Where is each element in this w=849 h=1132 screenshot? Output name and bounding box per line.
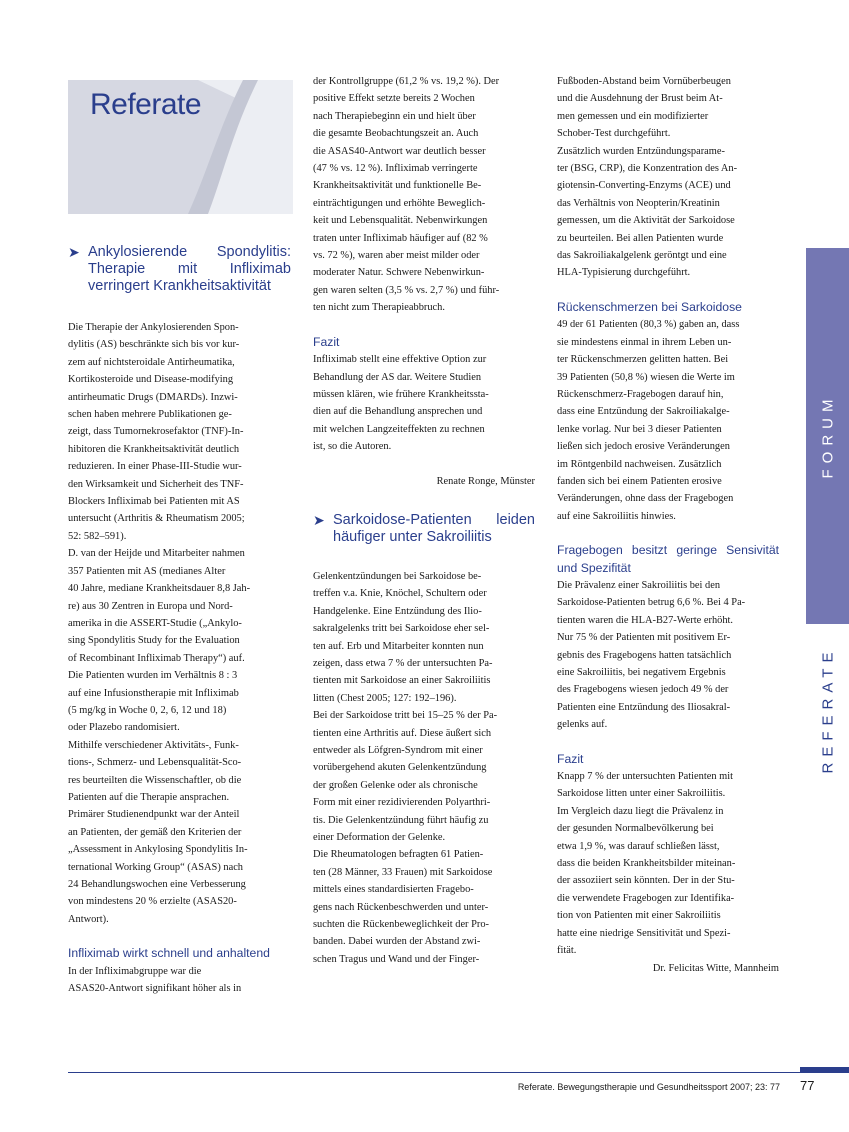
text-line: amerika in die ASSERT-Studie („Ankylo- (68, 617, 242, 629)
column-3 (557, 73, 779, 977)
spacer (313, 490, 535, 512)
spacer (313, 456, 535, 473)
text-line: zu beurteilen. Bei allen Patienten wurde (557, 232, 724, 244)
text-line: re) aus 30 Zentren in Europa und Nord- (68, 600, 233, 612)
fazit-heading: Fazit (313, 334, 340, 349)
text-line: die ASAS40-Antwort war deutlich besser (313, 145, 486, 157)
text-line: schen Tragus und Wand und der Finger- (313, 953, 480, 965)
text-line: Sarkoidose-Patienten betrug 6,6 %. Bei 4 Pa- (557, 597, 746, 609)
text-line: entweder als Löfgren-Syndrom mit einer (313, 745, 483, 756)
text-line: res beurteilten die Wissenschaftler, ob die (68, 774, 242, 786)
text-line: an Patienten, der gemäß den Kriterien der (68, 826, 242, 838)
text-line: die verwendete Fragebogen zur Identifika- (557, 892, 735, 904)
article-heading (313, 512, 535, 546)
text-line: Form mit einer rezidivierenden Polyarthri- (313, 797, 491, 809)
column-2 (313, 73, 535, 968)
text-line: einträchtigungen und erhöhte Beweglich- (313, 197, 486, 209)
text-line: Mithilfe verschiedener Aktivitäts-, Funk- (68, 739, 239, 751)
text-line: (5 mg/kg in Woche 0, 2, 6, 12 und 18) (68, 704, 227, 716)
text-line: einer Deformation der Gelenke. (313, 832, 446, 844)
text-line: Schober-Test durchgeführt. (557, 128, 671, 140)
spacer (557, 734, 779, 751)
text-line: Veränderungen, ohne dass der Fragebogen (557, 493, 734, 505)
text-line: schen haben mehrere Publikationen ge- (68, 409, 232, 421)
text-line: ließen sich jedoch erosive Veränderungen (557, 441, 730, 453)
page-number: 77 (800, 1078, 815, 1093)
text-line: lenke vorlag. Nur bei 3 dieser Patienten (557, 423, 722, 435)
arrow-icon: ➤ (313, 511, 325, 528)
text-line: giotensin-Converting-Enzyms (ACE) und (557, 180, 731, 192)
text-line: treffen v.a. Knie, Knöchel, Schultern oder (313, 588, 487, 600)
text-line: sie mindestens einmal in ihrem Leben un- (557, 336, 732, 348)
text-line: 49 der 61 Patienten (80,3 %) gaben an, dass (557, 319, 740, 331)
text-line: suchten die Rückenbeweglichkeit der Pro- (313, 919, 490, 931)
arrow-icon: ➤ (68, 244, 80, 260)
text-line: men gemessen und ein modifizierter (557, 110, 709, 122)
article-heading-text: Sarkoidose-Patienten leiden häufiger unter Sakroiliitis (333, 511, 535, 545)
text-line: Blockers Infliximab bei Patienten mit AS (68, 496, 240, 508)
text-line: tion von Patienten mit einer Sakroiliitis (557, 910, 721, 922)
text-line: Die Patienten wurden im Verhältnis 8 : 3 (68, 670, 238, 682)
text-line: der gesunden Normalbevölkerung bei (557, 823, 714, 835)
text-line: fität. (557, 945, 577, 957)
text-line: gens nach Rückenbeschwerden und unter- (313, 901, 489, 913)
text-line: In der Infliximabgruppe war die (68, 965, 202, 977)
referate-tab-label: REFERATE (819, 646, 836, 774)
text-line: keit und Lebensqualität. Nebenwirkungen (313, 215, 488, 227)
text-line: Antwort). (68, 913, 109, 925)
text-line: tienten mit Sarkoidose an einer Sakroiliitis (313, 675, 491, 687)
text-line: dylitis (AS) beschränkte sich bis vor kur- (68, 339, 240, 351)
text-line: 24 Behandlungswochen eine Verbesserung (68, 879, 246, 890)
article-heading (68, 244, 291, 295)
text-line: hibitoren die Krankheitsaktivität deutlich (68, 443, 240, 455)
author-signature: Renate Ronge, Münster (436, 475, 535, 487)
text-line: gebnis des Fragebogens hatten tatsächlich (557, 649, 732, 661)
text-line: ASAS20-Antwort signifikant höher als in (68, 983, 242, 995)
spacer (68, 928, 291, 945)
spacer (68, 295, 291, 319)
text-line: oder Plazebo randomisiert. (68, 722, 180, 734)
text-line: Patienten auf die Therapie ansprachen. (68, 791, 230, 803)
text-line: vs. 72 %), waren aber meist milder oder (313, 250, 480, 262)
text-line: müssen klären, wie frühere Krankheitssta- (313, 388, 489, 400)
text-line: fanden sich bei einem Patienten erosive (557, 475, 722, 487)
text-line: der assoziiert sein könnten. Der in der Stu- (557, 875, 735, 887)
spacer (313, 317, 535, 334)
text-line: antirheumatic Drugs (DMARDs). Inzwi- (68, 391, 238, 403)
spacer (313, 546, 535, 568)
text-line: Behandlung der AS dar. Weitere Studien (313, 371, 482, 383)
text-line: Gelenkentzündungen bei Sarkoidose be- (313, 570, 482, 582)
footer-accent (800, 1067, 849, 1073)
text-line: den Wirksamkeit und Sicherheit des TNF- (68, 478, 244, 490)
text-line: Kortikosteroide und Disease-modifying (68, 374, 234, 386)
subheading: Rückenschmerzen bei Sarkoidose (557, 299, 742, 314)
text-line: zem auf nichtsteroidale Antirheumatika, (68, 356, 235, 368)
text-line: eine Sakroiliitis, bei negativem Ergebnis (557, 667, 726, 678)
text-line: nach Therapiebeginn ein und hielt über (313, 110, 476, 122)
text-line: Krankheitsaktivität und funktionelle Be- (313, 180, 482, 192)
text-line: 39 Patienten (50,8 %) wiesen die Werte im (557, 371, 735, 383)
fazit-heading: Fazit (557, 751, 584, 766)
text-line: untersucht (Arthritis & Rheumatism 2005; (68, 513, 245, 525)
text-line: Die Prävalenz einer Sakroiliitis bei den (557, 579, 721, 591)
text-line: 52: 582–591). (68, 530, 127, 542)
text-line: ten (28 Männer, 33 Frauen) mit Sarkoidose (313, 866, 493, 878)
text-line: auf eine Infusionstherapie mit Infliximab (68, 687, 239, 699)
spacer (557, 282, 779, 299)
text-line: des Fragebogens wiesen jedoch 49 % der (557, 684, 729, 696)
text-line: tis. Die Gelenkentzündung führt häufig zu (313, 814, 489, 826)
text-line: Patienten eine Entzündung des Iliosakral- (557, 701, 731, 713)
text-line: das Verhältnis von Neopterin/Kreatinin (557, 197, 720, 209)
text-line: reduzieren. In einer Phase-III-Studie wur- (68, 461, 242, 473)
column-1 (68, 244, 291, 997)
text-line: ter (BSG, CRP), die Konzentration des An- (557, 163, 738, 175)
text-line: der großen Gelenke oder als chronische (313, 779, 478, 791)
text-line: dass eine Entzündung der Sakroiliakalge- (557, 406, 730, 418)
forum-tab[interactable] (806, 248, 849, 624)
article-heading-text: Ankylosierende Spondylitis: Therapie mit Infliximab verringert Krankheitsaktivität (88, 244, 291, 294)
spacer (557, 525, 779, 542)
text-line: 357 Patienten mit AS (medianes Alter (68, 565, 226, 577)
text-line: zeigen, dass etwa 7 % der untersuchten Pa- (313, 657, 493, 669)
text-line: ter Rückenschmerzen gelitten hatten. Bei (557, 354, 729, 366)
forum-tab-label: FORUM (819, 393, 836, 479)
footer-citation: Referate. Bewegungstherapie und Gesundheitssport 2007; 23: 77 (517, 1082, 780, 1092)
text-line: ist, so die Autoren. (313, 441, 392, 453)
text-line: D. van der Heijde und Mitarbeiter nahmen (68, 548, 245, 560)
text-line: hatte eine niedrige Sensitivität und Spezi- (557, 927, 731, 939)
referate-tab[interactable] (806, 640, 849, 780)
text-line: tienten waren die HLA-B27-Werte erhöht. (557, 614, 734, 626)
text-line: tienten eine Arthritis auf. Diese äußert sich (313, 727, 492, 739)
text-line: Bei der Sarkoidose tritt bei 15–25 % der Pa- (313, 710, 498, 722)
text-line: (47 % vs. 12 %). Infliximab verringerte (313, 163, 478, 175)
text-line: sakralgelenks tritt bei Sarkoidose eher sel- (313, 623, 490, 635)
text-line: moderater Natur. Schwere Nebenwirkun- (313, 267, 485, 279)
text-line: Fußboden-Abstand beim Vornüberbeugen (557, 76, 731, 87)
text-line: mit welchen Langzeiteffekten zu rechnen (313, 423, 485, 435)
text-line: banden. Dabei wurden der Abstand zwi- (313, 936, 481, 948)
text-line: „Assessment in Ankylosing Spondylitis In- (68, 844, 248, 856)
text-line: von mindestens 20 % erzielte (ASAS20- (68, 896, 237, 908)
text-line: vorübergehend akuten Gelenkentzündung (313, 762, 487, 774)
text-line: Sarkoidose litten unter einer Sakroiliitis. (557, 788, 726, 800)
text-line: der Kontrollgruppe (61,2 % vs. 19,2 %). Der (313, 76, 500, 87)
text-line: gen waren selten (3,5 % vs. 2,7 %) und führ- (313, 284, 500, 296)
text-line: Knapp 7 % der untersuchten Patienten mit (557, 771, 734, 783)
text-line: ten nicht zum Therapieabbruch. (313, 302, 445, 314)
text-line: Die Therapie der Ankylosierenden Spon- (68, 322, 239, 333)
text-line: dass die beiden Krankheitsbilder miteinan- (557, 858, 736, 870)
text-line: Zusätzlich wurden Entzündungsparame- (557, 145, 725, 157)
author-signature: Dr. Felicitas Witte, Mannheim (652, 962, 779, 974)
text-line: gelenks auf. (557, 719, 608, 731)
section-title: Referate (90, 88, 202, 121)
text-line: Die Rheumatologen befragten 61 Patien- (313, 849, 484, 861)
text-line: positive Effekt setzte bereits 2 Wochen (313, 93, 475, 105)
text-line: mittels eines standardisierten Fragebo- (313, 884, 474, 896)
text-line: litten (Chest 2005; 127: 192–196). (313, 692, 457, 704)
text-line: die gesamte Beobachtungszeit an. Auch (313, 128, 479, 140)
text-line: HLA-Typisierung durchgeführt. (557, 267, 691, 279)
text-line: ten auf. Erb und Mitarbeiter konnten nun (313, 640, 484, 652)
text-line: tions-, Schmerz- und Lebensqualität-Sco- (68, 757, 242, 769)
text-line: Nur 75 % der Patienten mit positivem Er- (557, 632, 731, 644)
text-line: 40 Jahre, mediane Krankheitsdauer 8,8 Jah- (68, 583, 251, 595)
text-line: Rückenschmerz-Fragebogen darauf hin, (557, 388, 724, 400)
subheading: Fragebogen besitzt geringe Sensivität und Spezifität (557, 543, 779, 575)
text-line: gemessen, um die Aktivität der Sarkoidose (557, 215, 735, 227)
text-line: Im Vergleich dazu liegt die Prävalenz in (557, 805, 724, 817)
text-line: das Sakroiliakalgelenk geröntgt und eine (557, 250, 727, 262)
text-line: etwa 1,9 %, was darauf schließen lässt, (557, 840, 720, 852)
text-line: of Recombinant Infliximab Therapy“) auf. (68, 652, 245, 664)
text-line: Infliximab stellt eine effektive Option zur (313, 354, 487, 366)
text-line: traten unter Infliximab häufiger auf (82 % (313, 232, 488, 244)
text-line: auf eine Sakroiliitis hinwies. (557, 510, 676, 522)
text-line: im Röntgenbild nachweisen. Zusätzlich (557, 458, 722, 470)
text-line: dien auf die Behandlung ansprechen und (313, 406, 483, 418)
footer-rule (68, 1072, 849, 1073)
text-line: Handgelenke. Eine Entzündung des Ilio- (313, 605, 482, 617)
text-line: und die Ausdehnung der Brust beim At- (557, 93, 723, 105)
subheading: Infliximab wirkt schnell und anhaltend (68, 946, 270, 961)
text-line: zeigt, dass Tumornekrosefaktor (TNF)-In- (68, 426, 244, 438)
text-line: Primärer Studienendpunkt war der Anteil (68, 809, 240, 821)
text-line: sing Spondylitis Study for the Evaluation (68, 635, 240, 647)
text-line: ternational Working Group“ (ASAS) nach (68, 861, 243, 873)
